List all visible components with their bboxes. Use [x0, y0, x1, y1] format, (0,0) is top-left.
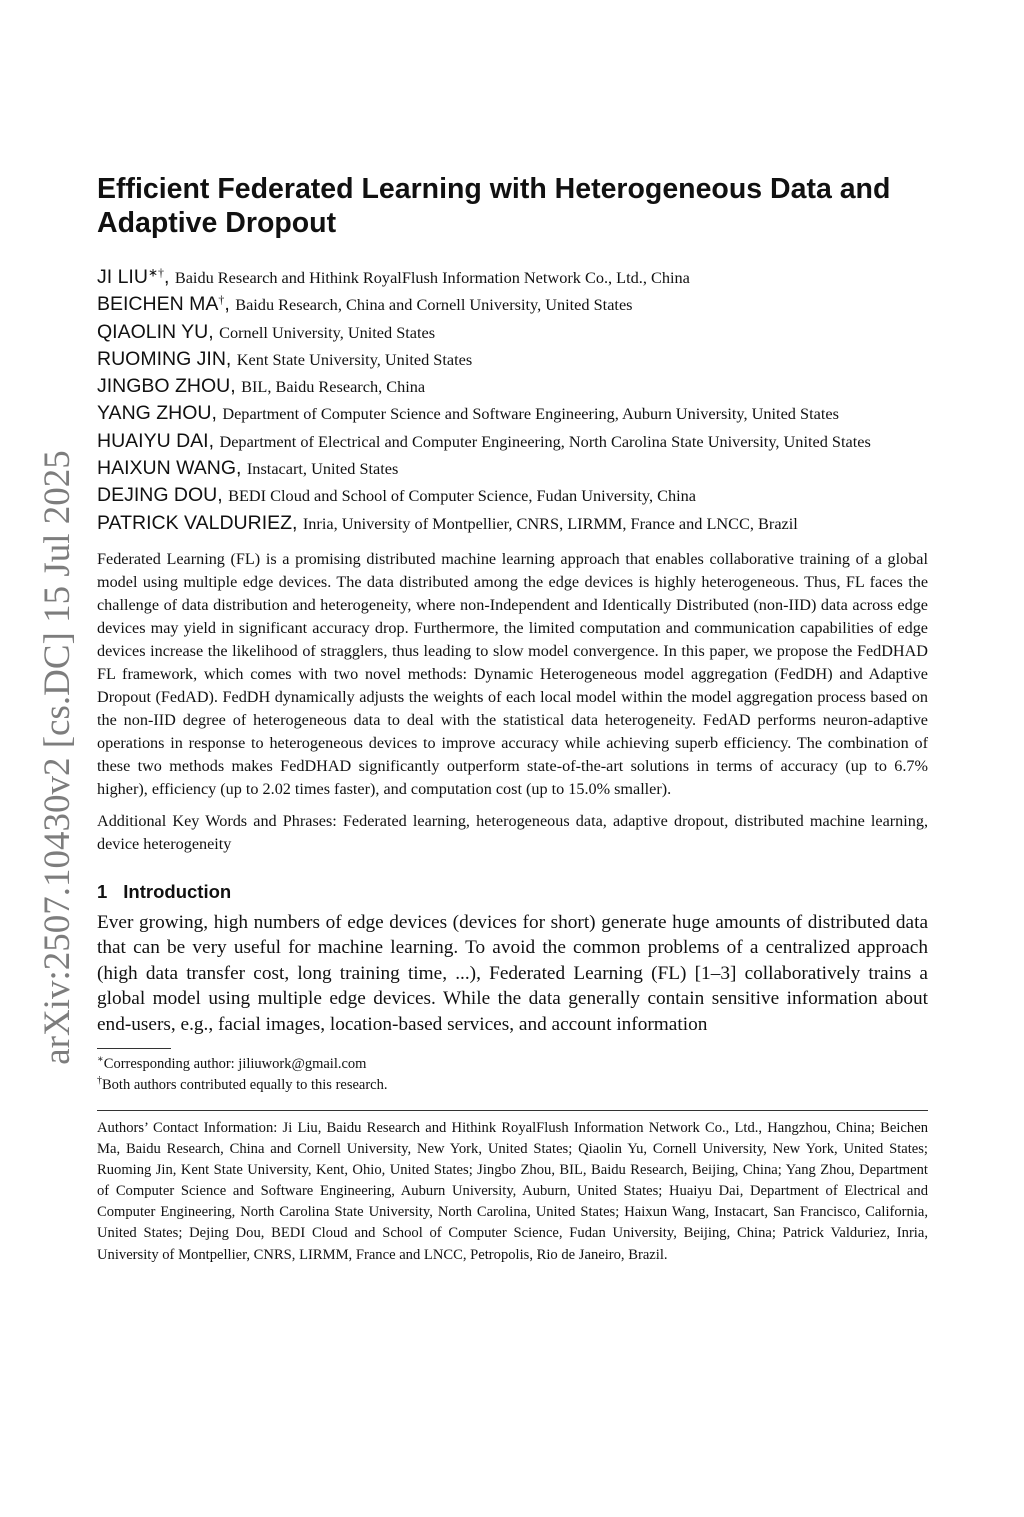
author-affiliation: Kent State University, United States — [236, 349, 473, 369]
abstract: Federated Learning (FL) is a promising distributed machine learning approach that enables collaborative training of a global model using multiple edge devices. The data distributed among the edge devices is highly heterogeneous. Thus, FL faces the challenge of data distribution and heterogeneity, where non-Independent and Identically Distributed (non-IID) data across edge devices may yield in significant accuracy drop. Furthermore, the limited computation and communication capabilities of edge devices increase the likelihood of stragglers, thus leading to slow model convergence. In this paper, we propose the FedDHAD FL framework, which comes with two novel methods: Dynamic Heterogeneous model aggregation (FedDH) and Adaptive Dropout (FedAD). FedDH dynamically adjusts the weights of each local model within the model aggregation process based on the non-IID degree of heterogeneous data to deal with the statistical data heterogeneity. FedAD performs neuron-adaptive operations in response to heterogeneous devices to improve accuracy while achieving superb efficiency. The combination of these two methods makes FedDHAD significantly outperform state-of-the-art solutions in terms of accuracy (up to 6.7% higher), efficiency (up to 2.02 times faster), and computation cost (up to 15.0% smaller). — [97, 549, 928, 798]
author-name: RUOMING JIN — [97, 347, 226, 370]
author-affiliation: Baidu Research and Hithink RoyalFlush Information Network Co., Ltd., China — [174, 268, 690, 287]
author-entry: RUOMING JIN, Kent State University, United States — [97, 347, 473, 370]
author-entry: DEJING DOU, BEDI Cloud and School of Computer Science, Fudan University, China — [97, 484, 696, 507]
author-name: JI LIU — [97, 266, 148, 288]
author-marks: ∗† — [147, 265, 164, 280]
author-entry: PATRICK VALDURIEZ, Inria, University of Montpellier, CNRS, LIRMM, France and LNCC, Brazil — [97, 511, 798, 534]
contact-information: Authors’ Contact Information: Ji Liu, Baidu Research and Hithink RoyalFlush Information Network Co., Ltd., Hangzhou, China; Beichen Ma, Baidu Research, China and Cornell University, New York, United States; Qiaolin Yu, Cornell University, New York, United States; Ruoming Jin, Kent State University, Kent, Ohio, United States; Jingbo Zhou, BIL, Baidu Research, Beijing, China; Yang Zhou, Department of Computer Science and Software Engineering, Auburn University, Auburn, United States; Huaiyu Dai, Department of Electrical and Computer Engineering, North Carolina State University, North Carolina, United States; Haixun Wang, Instacart, San Francisco, California, United States; Dejing Dou, BEDI Cloud and School of Computer Science, Fudan University, Beijing, China; Patrick Valduriez, Inria, University of Montpellier, CNRS, LIRMM, France and LNCC, Petropolis, Rio de Janeiro, Brazil. — [97, 1120, 928, 1263]
author-entry: QIAOLIN YU, Cornell University, United States — [97, 320, 436, 343]
paper-content — [97, 172, 928, 1266]
author-affiliation: Instacart, United States — [246, 459, 399, 479]
author-affiliation: Cornell University, United States — [219, 322, 436, 342]
author-list — [97, 264, 928, 537]
author-affiliation: Department of Computer Science and Software Engineering, Auburn University, United States — [222, 404, 839, 424]
footnote — [97, 1075, 928, 1096]
footnote — [97, 1054, 928, 1075]
author-name: QIAOLIN YU — [97, 320, 209, 343]
arxiv-identifier: arXiv:2507.10430v2 [cs.DC] 15 Jul 2025 — [37, 450, 78, 1065]
footnote-text: Both authors contributed equally to this research. — [102, 1077, 388, 1093]
author-affiliation: BIL, Baidu Research, China — [241, 377, 426, 397]
author-affiliation: Baidu Research, China and Cornell University, United States — [235, 295, 633, 315]
author-name: HAIXUN WANG — [97, 457, 237, 480]
section-title: Introduction — [123, 880, 232, 902]
footnote-mark: † — [97, 1075, 102, 1087]
author-affiliation: Department of Electrical and Computer Engineering, North Carolina State University, United States — [219, 431, 871, 451]
author-name: PATRICK VALDURIEZ — [97, 511, 293, 534]
author-entry: JINGBO ZHOU, BIL, Baidu Research, China — [97, 375, 426, 398]
author-name: JINGBO ZHOU — [97, 375, 231, 398]
keywords: Additional Key Words and Phrases: Federated learning, heterogeneous data, adaptive dropout, distributed machine learning, device heterogeneity — [97, 811, 928, 853]
author-entry: YANG ZHOU, Department of Computer Science and Software Engineering, Auburn University, United States — [97, 402, 839, 425]
author-name: HUAIYU DAI — [97, 429, 209, 452]
paper-title: Efficient Federated Learning with Heterogeneous Data and Adaptive Dropout — [97, 173, 891, 239]
author-entry: HUAIYU DAI, Department of Electrical and Computer Engineering, North Carolina State University, United States — [97, 429, 871, 452]
intro-paragraph: Ever growing, high numbers of edge devices (devices for short) generate huge amounts of distributed data that can be very useful for machine learning. To avoid the common problems of a centralized approach (high data transfer cost, long training time, ...), Federated Learning (FL) [1–3] collaboratively trains a global model using multiple edge devices. While the data generally contain sensitive information about end-users, e.g., facial images, location-based services, and account information — [97, 911, 928, 1035]
author-marks: † — [218, 292, 225, 307]
author-entry: JI LIU∗†, Baidu Research and Hithink RoyalFlush Information Network Co., Ltd., China — [97, 265, 690, 288]
section-heading — [97, 880, 928, 904]
contact-rule — [97, 1110, 928, 1111]
author-entry: BEICHEN MA†, Baidu Research, China and Cornell University, United States — [97, 292, 633, 316]
author-name: DEJING DOU — [97, 484, 218, 507]
author-name: YANG ZHOU — [97, 402, 212, 425]
footnote-rule — [97, 1048, 171, 1049]
footnote-mark: ∗ — [97, 1054, 104, 1066]
author-affiliation: Inria, University of Montpellier, CNRS, LIRMM, France and LNCC, Brazil — [302, 513, 798, 533]
footnote-text: Corresponding author: jiliuwork@gmail.com — [103, 1056, 367, 1072]
author-entry: HAIXUN WANG, Instacart, United States — [97, 457, 399, 480]
section-number: 1 — [97, 880, 108, 902]
footnotes — [97, 1054, 928, 1096]
author-affiliation: BEDI Cloud and School of Computer Science, Fudan University, China — [228, 486, 696, 506]
author-name: BEICHEN MA — [97, 293, 219, 316]
